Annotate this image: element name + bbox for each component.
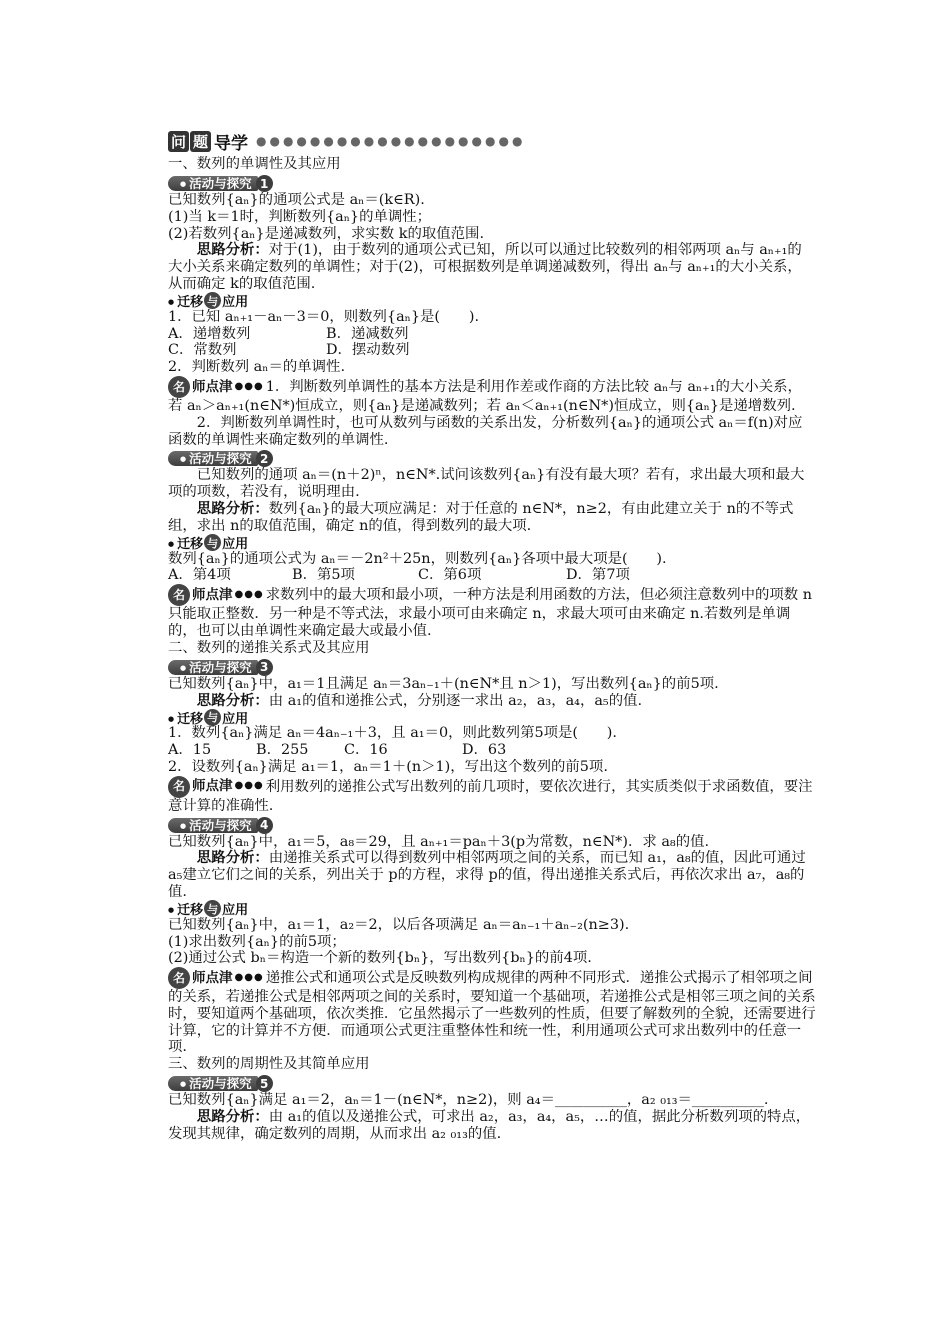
option-a: A．15 <box>168 742 212 759</box>
teacher-tip-badge <box>168 776 264 798</box>
option-b: B．递减数列 <box>326 325 409 342</box>
section-title-3: 三、数列的周期性及其简单应用 <box>168 1056 370 1073</box>
analysis-label: 思路分析： <box>196 241 269 259</box>
teacher-tip-1-p2: 2．判断数列单调性时，也可从数列与函数的关系出发，分析数列{aₙ}的通项公式 aₙ＝f(n)对应函数的单调性来确定数列的单调性. <box>168 414 803 448</box>
teacher-badge-circle: 名 <box>168 967 190 989</box>
analysis-text: 对于(1)，由于数列的通项公式已知，所以可以通过比较数列的相邻两项 aₙ与 aₙ₊₁的大小关系来确定数列的单调性；对于(2)，可根据数列是单调递减数列，得出 aₙ与 aₙ₊₁的大小关系，从而确定 k的取值范围. <box>168 242 802 292</box>
migrate-label-c: 应用 <box>222 295 249 311</box>
migrate-label-c: 应用 <box>222 903 249 919</box>
teacher-tip-2-p1: 求数列中的最大项和最小项，一种方法是利用函数的方法，但必须注意数列中的项数 n只能取正整数．另一种是不等式法，求最小项可由来确定 n，求最大项可由来确定 n.若数列是单调的，也可以由单调性来确定最大或最小值. <box>168 587 812 639</box>
migrate-4-sub-1: (1)求出数列{aₙ}的前5项； <box>168 933 346 950</box>
activity-label: ● 活动与探究 <box>168 451 258 466</box>
migrate-4-question: 已知数列{aₙ}中，a₁＝1，a₂＝2，以后各项满足 aₙ＝aₙ₋₁＋aₙ₋₂(n≥3). <box>168 916 630 933</box>
activity-label: ● 活动与探究 <box>168 660 258 675</box>
migrate-3-question-2: 2．设数列{aₙ}满足 a₁＝1，aₙ＝1＋(n＞1)，写出这个数列的前5项. <box>168 758 608 775</box>
migrate-2-options <box>168 567 816 584</box>
migrate-label-c: 应用 <box>222 537 249 553</box>
activity-2-text: 已知数列的通项 aₙ＝(n＋2)ⁿ，n∈N*.试问该数列{aₙ}有没有最大项？若有，求出最大项和最大项的项数，若没有，说明理由. <box>168 467 805 501</box>
activity-4-analysis <box>168 850 816 900</box>
teacher-badge-circle: 名 <box>168 776 190 798</box>
activity-1-analysis <box>168 242 816 292</box>
option-c: C．常数列 <box>168 342 237 359</box>
migrate-banner-3 <box>168 709 816 725</box>
analysis-text: 由 a₁的值以及递推公式，可求出 a₂，a₃，a₄，a₅，…的值，据此分析数列项的特点，发现其规律，确定数列的周期，从而求出 a₂ ₀₁₃的值. <box>168 1109 811 1142</box>
migrate-banner-1 <box>168 293 816 309</box>
activity-banner-3 <box>168 659 273 676</box>
analysis-label: 思路分析： <box>196 1108 269 1126</box>
teacher-badge-dots: ●●● <box>234 380 264 392</box>
activity-label: ● 活动与探究 <box>168 818 258 833</box>
migrate-label-a: ● 迁移 <box>168 533 203 552</box>
activity-banner-5 <box>168 1075 273 1092</box>
migrate-1-question-1: 1．已知 aₙ₊₁－aₙ－3＝0，则数列{aₙ}是( ). <box>168 308 480 325</box>
document-page <box>168 128 816 1143</box>
section-title-1: 一、数列的单调性及其应用 <box>168 156 341 172</box>
teacher-badge-label: 师点津 <box>192 969 233 986</box>
migrate-2-question: 数列{aₙ}的通项公式为 aₙ＝－2n²＋25n，则数列{aₙ}各项中最大项是( ). <box>168 550 667 567</box>
teacher-badge-label: 师点津 <box>192 586 233 603</box>
option-d: D．63 <box>462 742 507 759</box>
teacher-badge-circle: 名 <box>168 584 190 606</box>
header-badge-char-2: 题 <box>190 131 211 152</box>
activity-1-question-2: (2)若数列{aₙ}是递减数列，求实数 k的取值范围. <box>168 225 485 242</box>
analysis-text: 数列{aₙ}的最大项应满足：对于任意的 n∈N*，n≥2，有由此建立关于 n的不等式组，求出 n的取值范围，确定 n的值，得到数列的最大项. <box>168 500 794 534</box>
analysis-label: 思路分析： <box>196 849 269 867</box>
migrate-label-c: 应用 <box>222 711 249 727</box>
migrate-label-circle: 与 <box>204 534 221 551</box>
activity-3-text: 已知数列{aₙ}中，a₁＝1且满足 aₙ＝3aₙ₋₁＋(n∈N*且 n＞1)，写出数列{aₙ}的前5项. <box>168 675 719 692</box>
section-header <box>168 128 816 154</box>
teacher-tip-badge <box>168 584 264 606</box>
migrate-banner-4 <box>168 901 816 917</box>
teacher-badge-circle: 名 <box>168 376 190 398</box>
teacher-badge-label: 师点津 <box>192 378 233 395</box>
analysis-text: 由 a₁的值和递推公式，分别逐一求出 a₂，a₃，a₄，a₅的值. <box>268 692 643 709</box>
activity-3-analysis <box>168 693 816 710</box>
activity-5-text: 已知数列{aₙ}满足 a₁＝2，aₙ＝1－(n∈N*，n≥2)，则 a₄＝__________，a₂ ₀₁₃＝__________. <box>168 1092 769 1109</box>
analysis-label: 思路分析： <box>196 691 269 709</box>
analysis-label: 思路分析： <box>196 499 269 517</box>
teacher-badge-dots: ●●● <box>234 588 264 600</box>
migrate-banner-2 <box>168 535 816 551</box>
activity-banner-4 <box>168 817 273 834</box>
activity-number: 1 <box>256 175 273 192</box>
option-c: C．第6项 <box>418 567 482 584</box>
teacher-tip-4 <box>168 967 816 1056</box>
teacher-tip-3-p1: 利用数列的递推公式写出数列的前几项时，要依次进行，其实质类似于求函数值，要注意计算的准确性. <box>168 778 813 814</box>
migrate-label-a: ● 迁移 <box>168 708 203 727</box>
teacher-tip-badge <box>168 967 264 989</box>
activity-number: 3 <box>256 659 273 676</box>
activity-number: 2 <box>256 450 273 467</box>
header-badge <box>168 131 212 152</box>
activity-1-text: 已知数列{aₙ}的通项公式是 aₙ＝(k∈R). <box>168 192 425 208</box>
teacher-tip-4-p1: 递推公式和通项公式是反映数列构成规律的两种不同形式．递推公式揭示了相邻项之间的关系，若递推公式是相邻两项之间的关系时，要知道一个基础项，若递推公式是相邻三项之间的关系时，要知道两个基础项，依次类推．它虽然揭示了一些数列的性质，但要了解数列的全貌，还需要进行计算，它的计算并不方便．而通项公式更注重整体性和统一性，利用通项公式可求出数列中的任意一项. <box>168 970 816 1056</box>
activity-1-question-1: (1)当 k＝1时，判断数列{aₙ}的单调性； <box>168 208 432 225</box>
header-dots-decoration: ●●●●●●●●●●●●●●●●●●●● <box>256 134 526 148</box>
analysis-text: 由递推关系式可以得到数列中相邻两项之间的关系，而已知 a₁，a₈的值，因此可通过 a₅建立它们之间的关系，列出关于 p的方程，求得 p的值，得出递推关系式后，再依次求出 a₇，a₈的值. <box>168 850 806 900</box>
migrate-3-options <box>168 742 816 759</box>
activity-label: ● 活动与探究 <box>168 176 258 191</box>
activity-2-analysis <box>168 501 816 535</box>
activity-banner-1 <box>168 175 273 192</box>
activity-number: 5 <box>256 1075 273 1092</box>
option-d: D．摆动数列 <box>326 342 410 359</box>
option-b: B．255 <box>256 742 309 759</box>
migrate-label-a: ● 迁移 <box>168 899 203 918</box>
teacher-tip-1 <box>168 376 816 415</box>
teacher-badge-dots: ●●● <box>234 971 264 983</box>
option-d: D．第7项 <box>566 567 630 584</box>
teacher-tip-1-p1: 1．判断数列单调性的基本方法是利用作差或作商的方法比较 aₙ与 aₙ₊₁的大小关系，若 aₙ＞aₙ₊₁(n∈N*)恒成立，则{aₙ}是递减数列；若 aₙ＜aₙ₊₁(n∈N*)恒成立，则{aₙ}是递增数列. <box>168 378 802 414</box>
teacher-tip-badge <box>168 376 264 398</box>
migrate-4-sub-2: (2)通过公式 bₙ＝构造一个新的数列{bₙ}，写出数列{bₙ}的前4项. <box>168 950 592 967</box>
migrate-label-circle: 与 <box>204 709 221 726</box>
activity-label: ● 活动与探究 <box>168 1076 258 1091</box>
option-b: B．第5项 <box>292 567 355 584</box>
migrate-3-question-1: 1．数列{aₙ}满足 aₙ＝4aₙ₋₁＋3，且 a₁＝0，则此数列第5项是( ). <box>168 725 617 742</box>
teacher-tip-2 <box>168 584 816 640</box>
header-badge-char-1: 问 <box>168 131 189 152</box>
teacher-tip-3 <box>168 776 816 815</box>
teacher-badge-label: 师点津 <box>192 778 233 795</box>
option-c: C．16 <box>344 742 388 759</box>
activity-banner-2 <box>168 450 273 467</box>
section-title-2: 二、数列的递推关系式及其应用 <box>168 639 370 656</box>
teacher-badge-dots: ●●● <box>234 780 264 792</box>
option-a: A．递增数列 <box>168 325 251 342</box>
migrate-label-circle: 与 <box>204 900 221 917</box>
activity-number: 4 <box>256 817 273 834</box>
migrate-1-options <box>168 326 816 360</box>
activity-5-analysis <box>168 1109 816 1143</box>
migrate-label-a: ● 迁移 <box>168 291 203 310</box>
migrate-label-circle: 与 <box>204 292 221 309</box>
option-a: A．第4项 <box>168 567 231 584</box>
migrate-1-question-2: 2．判断数列 aₙ＝的单调性. <box>168 359 346 376</box>
activity-4-text: 已知数列{aₙ}中，a₁＝5，a₈＝29，且 aₙ₊₁＝paₙ＋3(p为常数，n∈N*)．求 a₈的值. <box>168 833 710 850</box>
header-title: 导学 <box>214 133 248 154</box>
